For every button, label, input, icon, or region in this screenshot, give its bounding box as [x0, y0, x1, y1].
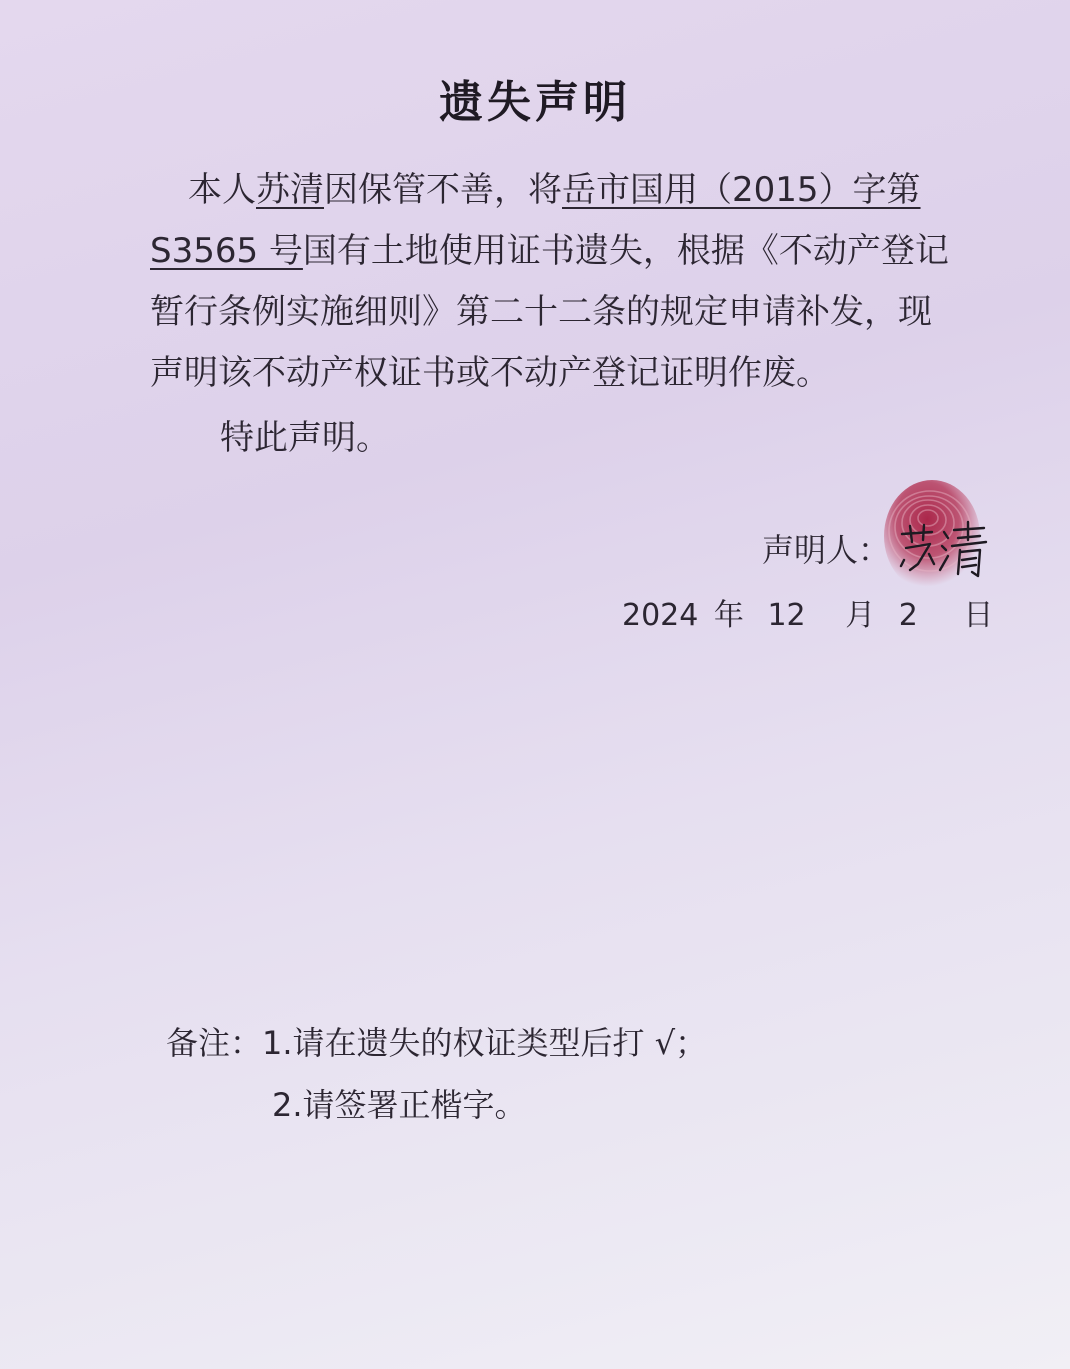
statement-line-2 [150, 221, 949, 282]
statement-line-3: 暂行条例实施细则》第二十二条的规定申请补发，现 [150, 292, 932, 332]
date-day: 2 [898, 598, 918, 633]
note-text: 1.请在遗失的权证类型后打 √； [262, 1024, 708, 1062]
page-title: 遗失声明 [439, 77, 631, 128]
statement-text: 因保管不善，将 [324, 170, 562, 210]
date-year-unit: 年 [713, 598, 744, 633]
note-item-1 [166, 1018, 707, 1064]
statement-text: 国有土地使用证书遗失，根据《不动产登记 [302, 231, 949, 271]
date-day-unit: 日 [963, 598, 994, 633]
declarant-label: 声明人： [762, 531, 891, 569]
notes-label: 备注： [166, 1024, 263, 1062]
closing-text: 特此声明。 [220, 418, 390, 458]
statement-text: 本人 [188, 170, 256, 210]
declaration-date [622, 590, 993, 634]
date-year: 2024 [622, 598, 699, 633]
certificate-number: S3565 号 [150, 231, 303, 271]
handwritten-signature [896, 520, 991, 580]
statement-line-4: 声明该不动产权证书或不动产登记证明作废。 [150, 353, 830, 393]
declarant-name: 苏清 [256, 170, 324, 210]
note-item-2: 2.请签署正楷字。 [272, 1086, 527, 1124]
certificate-prefix: 岳市国用（2015）字第 [562, 170, 921, 210]
date-month: 12 [767, 598, 806, 633]
date-month-unit: 月 [845, 598, 876, 633]
statement-line-1 [188, 160, 921, 221]
